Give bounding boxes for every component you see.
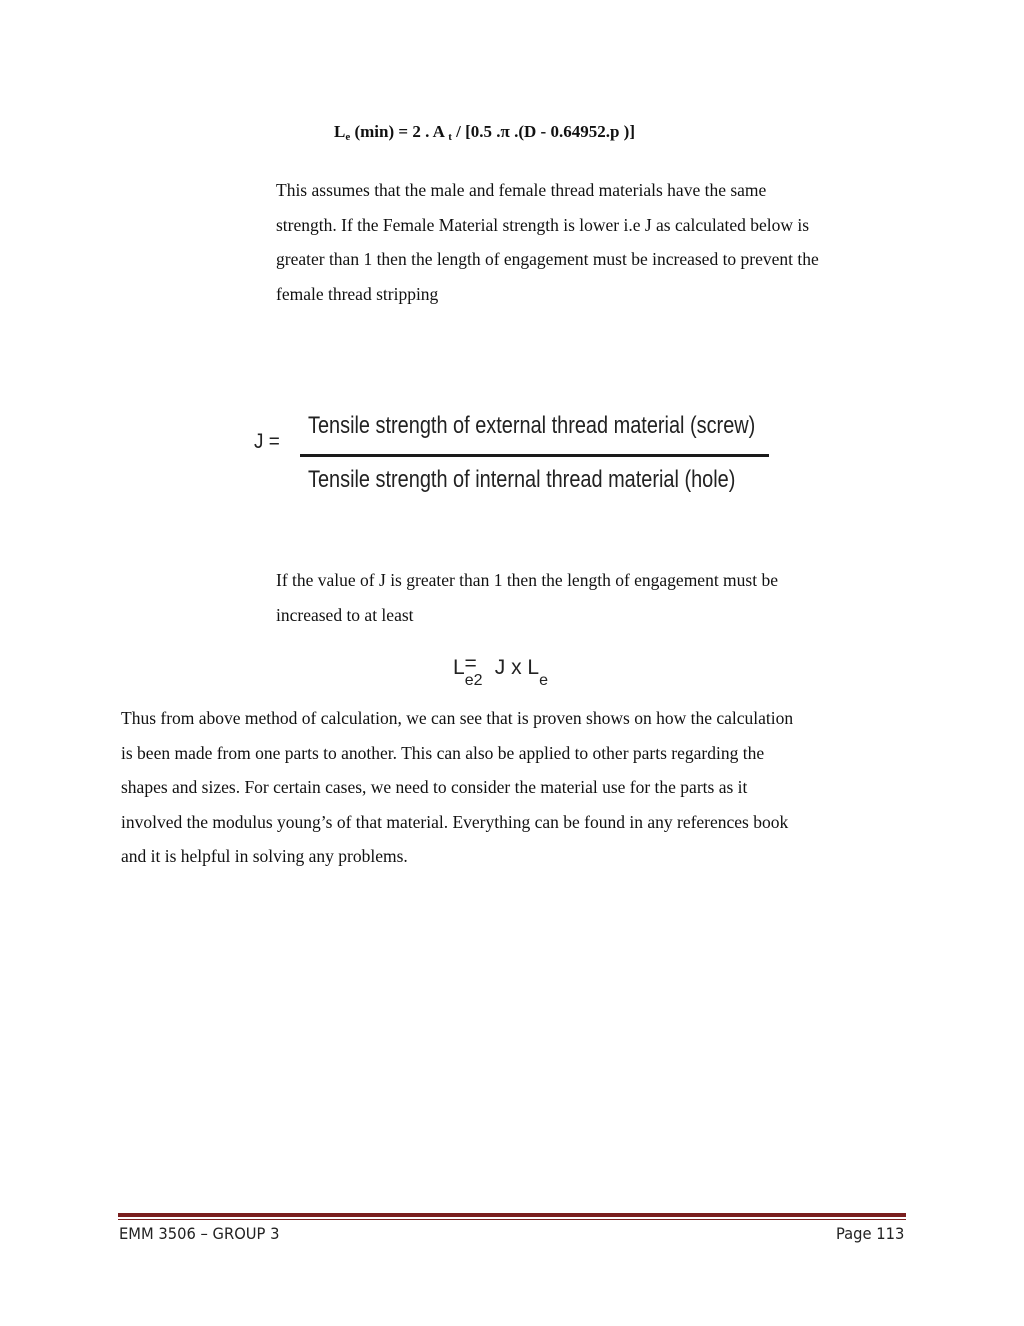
- paragraph-line: greater than 1 then the length of engagement must be increased to prevent the: [276, 249, 819, 270]
- formula-subscript-e: e: [345, 131, 351, 143]
- paragraph-line: and it is helpful in solving any problems.: [121, 846, 408, 867]
- paragraph-line: involved the modulus young’s of that material. Everything can be found in any references book: [121, 811, 789, 832]
- formula-text-a: (min) = 2 . A: [350, 122, 449, 141]
- footer-rule-thick: [118, 1213, 906, 1217]
- formula-symbol-l: L: [453, 656, 465, 679]
- formula-subscript-t: t: [448, 131, 452, 143]
- paragraph-line: is been made from one parts to another. This can also be applied to other parts regarding the: [121, 742, 765, 763]
- min-engagement-length-formula: [334, 122, 635, 143]
- le2-formula: [453, 652, 549, 689]
- formula-equals: =: [464, 652, 477, 675]
- paragraph-line: increased to at least: [276, 604, 414, 625]
- paragraph-line: If the value of J is greater than 1 then the length of engagement must be: [276, 570, 778, 590]
- formula-symbol-l: L: [334, 122, 346, 141]
- paragraph-line: Thus from above method of calculation, we can see that is proven shows on how the calculation: [121, 708, 794, 728]
- paragraph-line: shapes and sizes. For certain cases, we need to consider the material use for the parts as it: [121, 777, 748, 798]
- formula-text-b: / [0.5 .π .(D - 0.64952.p )]: [451, 122, 635, 141]
- footer-page-number: Page 113: [835, 1224, 904, 1243]
- j-formula-denominator: Tensile strength of internal thread material (hole): [308, 466, 736, 493]
- formula-rhs: J x L: [494, 656, 540, 679]
- formula-subscript-e2: e2: [464, 672, 483, 689]
- paragraph-conclusion: [121, 701, 793, 874]
- paragraph-material-strength: [276, 173, 819, 311]
- paragraph-line: This assumes that the male and female thread materials have the same: [276, 180, 767, 200]
- formula-subscript-e: e: [539, 672, 549, 689]
- j-formula-label: J =: [254, 430, 280, 453]
- paragraph-line: strength. If the Female Material strength is lower i.e J as calculated below is: [276, 214, 810, 235]
- footer-course-group: EMM 3506 – GROUP 3: [119, 1224, 280, 1243]
- j-formula-numerator: Tensile strength of external thread material (screw): [308, 412, 756, 439]
- footer-rule-thin: [118, 1219, 906, 1220]
- paragraph-line: female thread stripping: [276, 283, 439, 304]
- paragraph-j-greater-than-one: [276, 563, 778, 632]
- j-formula-fraction-bar: [300, 454, 769, 457]
